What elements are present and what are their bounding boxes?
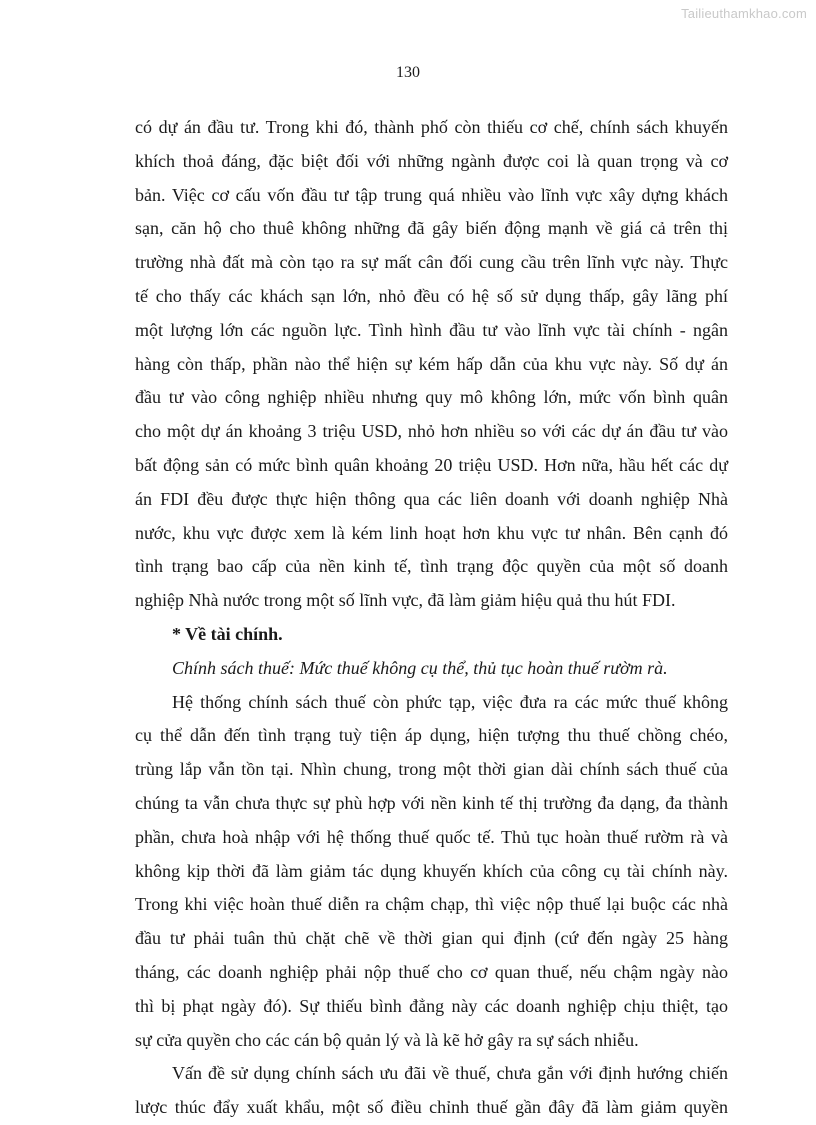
paragraph-last-line: sự cửa quyền cho các cán bộ quản lý và là kẽ hở gây ra sự sách nhiễu.: [135, 1029, 639, 1050]
text-line: án FDI đều được thực hiện thông qua các liên doanh với doanh nghiệp Nhà: [135, 488, 728, 509]
watermark: Tailieuthamkhao.com: [681, 6, 807, 21]
text-line: sạn, căn hộ cho thuê không những đã gây biến động mạnh về giá cả trên thị: [135, 218, 728, 239]
text-line: hàng còn thấp, phần nào thể hiện sự kém hấp dẫn của khu vực này. Số dự án: [135, 353, 728, 374]
text-line: không kịp thời đã làm giảm tác dụng khuyến khích của công cụ tài chính này.: [135, 860, 728, 881]
page-body: [135, 111, 728, 1125]
text-line: trường nhà đất mà còn tạo ra sự mất cân đối cung cầu trên lĩnh vực này. Thực: [135, 252, 728, 273]
text-line: nước, khu vực được xem là kém linh hoạt hơn khu vực tư nhân. Bên cạnh đó: [135, 522, 728, 543]
text-line: có dự án đầu tư. Trong khi đó, thành phố còn thiếu cơ chế, chính sách khuyến: [135, 117, 728, 137]
page-number: 130: [396, 64, 420, 81]
paragraph-first-line: Vấn đề sử dụng chính sách ưu đãi về thuế, chưa gắn với định hướng chiến: [172, 1063, 728, 1084]
text-line: tháng, các doanh nghiệp phải nộp thuế cho cơ quan thuế, nếu chậm ngày nào: [135, 961, 728, 982]
text-line: lược thúc đẩy xuất khẩu, một số điều chỉnh thuế gần đây đã làm giảm quyền: [135, 1097, 728, 1118]
text-line: đầu tư phải tuân thủ chặt chẽ về thời gian qui định (cứ đến ngày 25 hàng: [135, 928, 728, 949]
text-line: Trong khi việc hoàn thuế diễn ra chậm chạp, thì việc nộp thuế lại buộc các nhà: [135, 894, 728, 915]
text-line: tế cho thấy các khách sạn lớn, nhỏ đều có hệ số sử dụng thấp, gây lãng phí: [135, 285, 728, 306]
text-line: trùng lắp vẫn tồn tại. Nhìn chung, trong một thời gian dài chính sách thuế của: [135, 759, 728, 780]
paragraph-last-line: nghiệp Nhà nước trong một số lĩnh vực, đã làm giảm hiệu quả thu hút FDI.: [135, 590, 676, 611]
section-heading: * Về tài chính.: [172, 623, 283, 644]
text-line: tình trạng bao cấp của nền kinh tế, tình trạng độc quyền của một số doanh: [135, 556, 728, 577]
text-line: một lượng lớn các nguồn lực. Tình hình đầu tư vào lĩnh vực tài chính - ngân: [135, 319, 728, 340]
text-line: bất động sản có mức bình quân khoảng 20 triệu USD. Hơn nữa, hầu hết các dự: [135, 454, 728, 475]
text-line: thì bị phạt ngày đó). Sự thiếu bình đẳng này các doanh nghiệp chịu thiệt, tạo: [135, 995, 728, 1016]
text-line: đầu tư vào công nghiệp nhiều nhưng quy mô không lớn, mức vốn bình quân: [135, 387, 728, 408]
paragraph-first-line: Hệ thống chính sách thuế còn phức tạp, việc đưa ra các mức thuế không: [172, 691, 728, 712]
text-line: cho một dự án khoảng 3 triệu USD, nhỏ hơn nhiều so với các dự án đầu tư vào: [135, 421, 728, 442]
text-line: chúng ta vẫn chưa thực sự phù hợp với nền kinh tế thị trường đa dạng, đa thành: [135, 792, 728, 813]
subsection-heading: Chính sách thuế: Mức thuế không cụ thể, thủ tục hoàn thuế rườm rà.: [172, 657, 668, 678]
text-line: cụ thể dẫn đến tình trạng tuỳ tiện áp dụng, hiện tượng thu thuế chồng chéo,: [135, 725, 728, 746]
text-line: phần, chưa hoà nhập với hệ thống thuế quốc tế. Thủ tục hoàn thuế rườm rà và: [135, 826, 728, 847]
text-line: bản. Việc cơ cấu vốn đầu tư tập trung quá nhiều vào lĩnh vực xây dựng khách: [135, 184, 728, 205]
text-line: khích thoả đáng, đặc biệt đối với những ngành được coi là quan trọng và cơ: [135, 150, 728, 171]
